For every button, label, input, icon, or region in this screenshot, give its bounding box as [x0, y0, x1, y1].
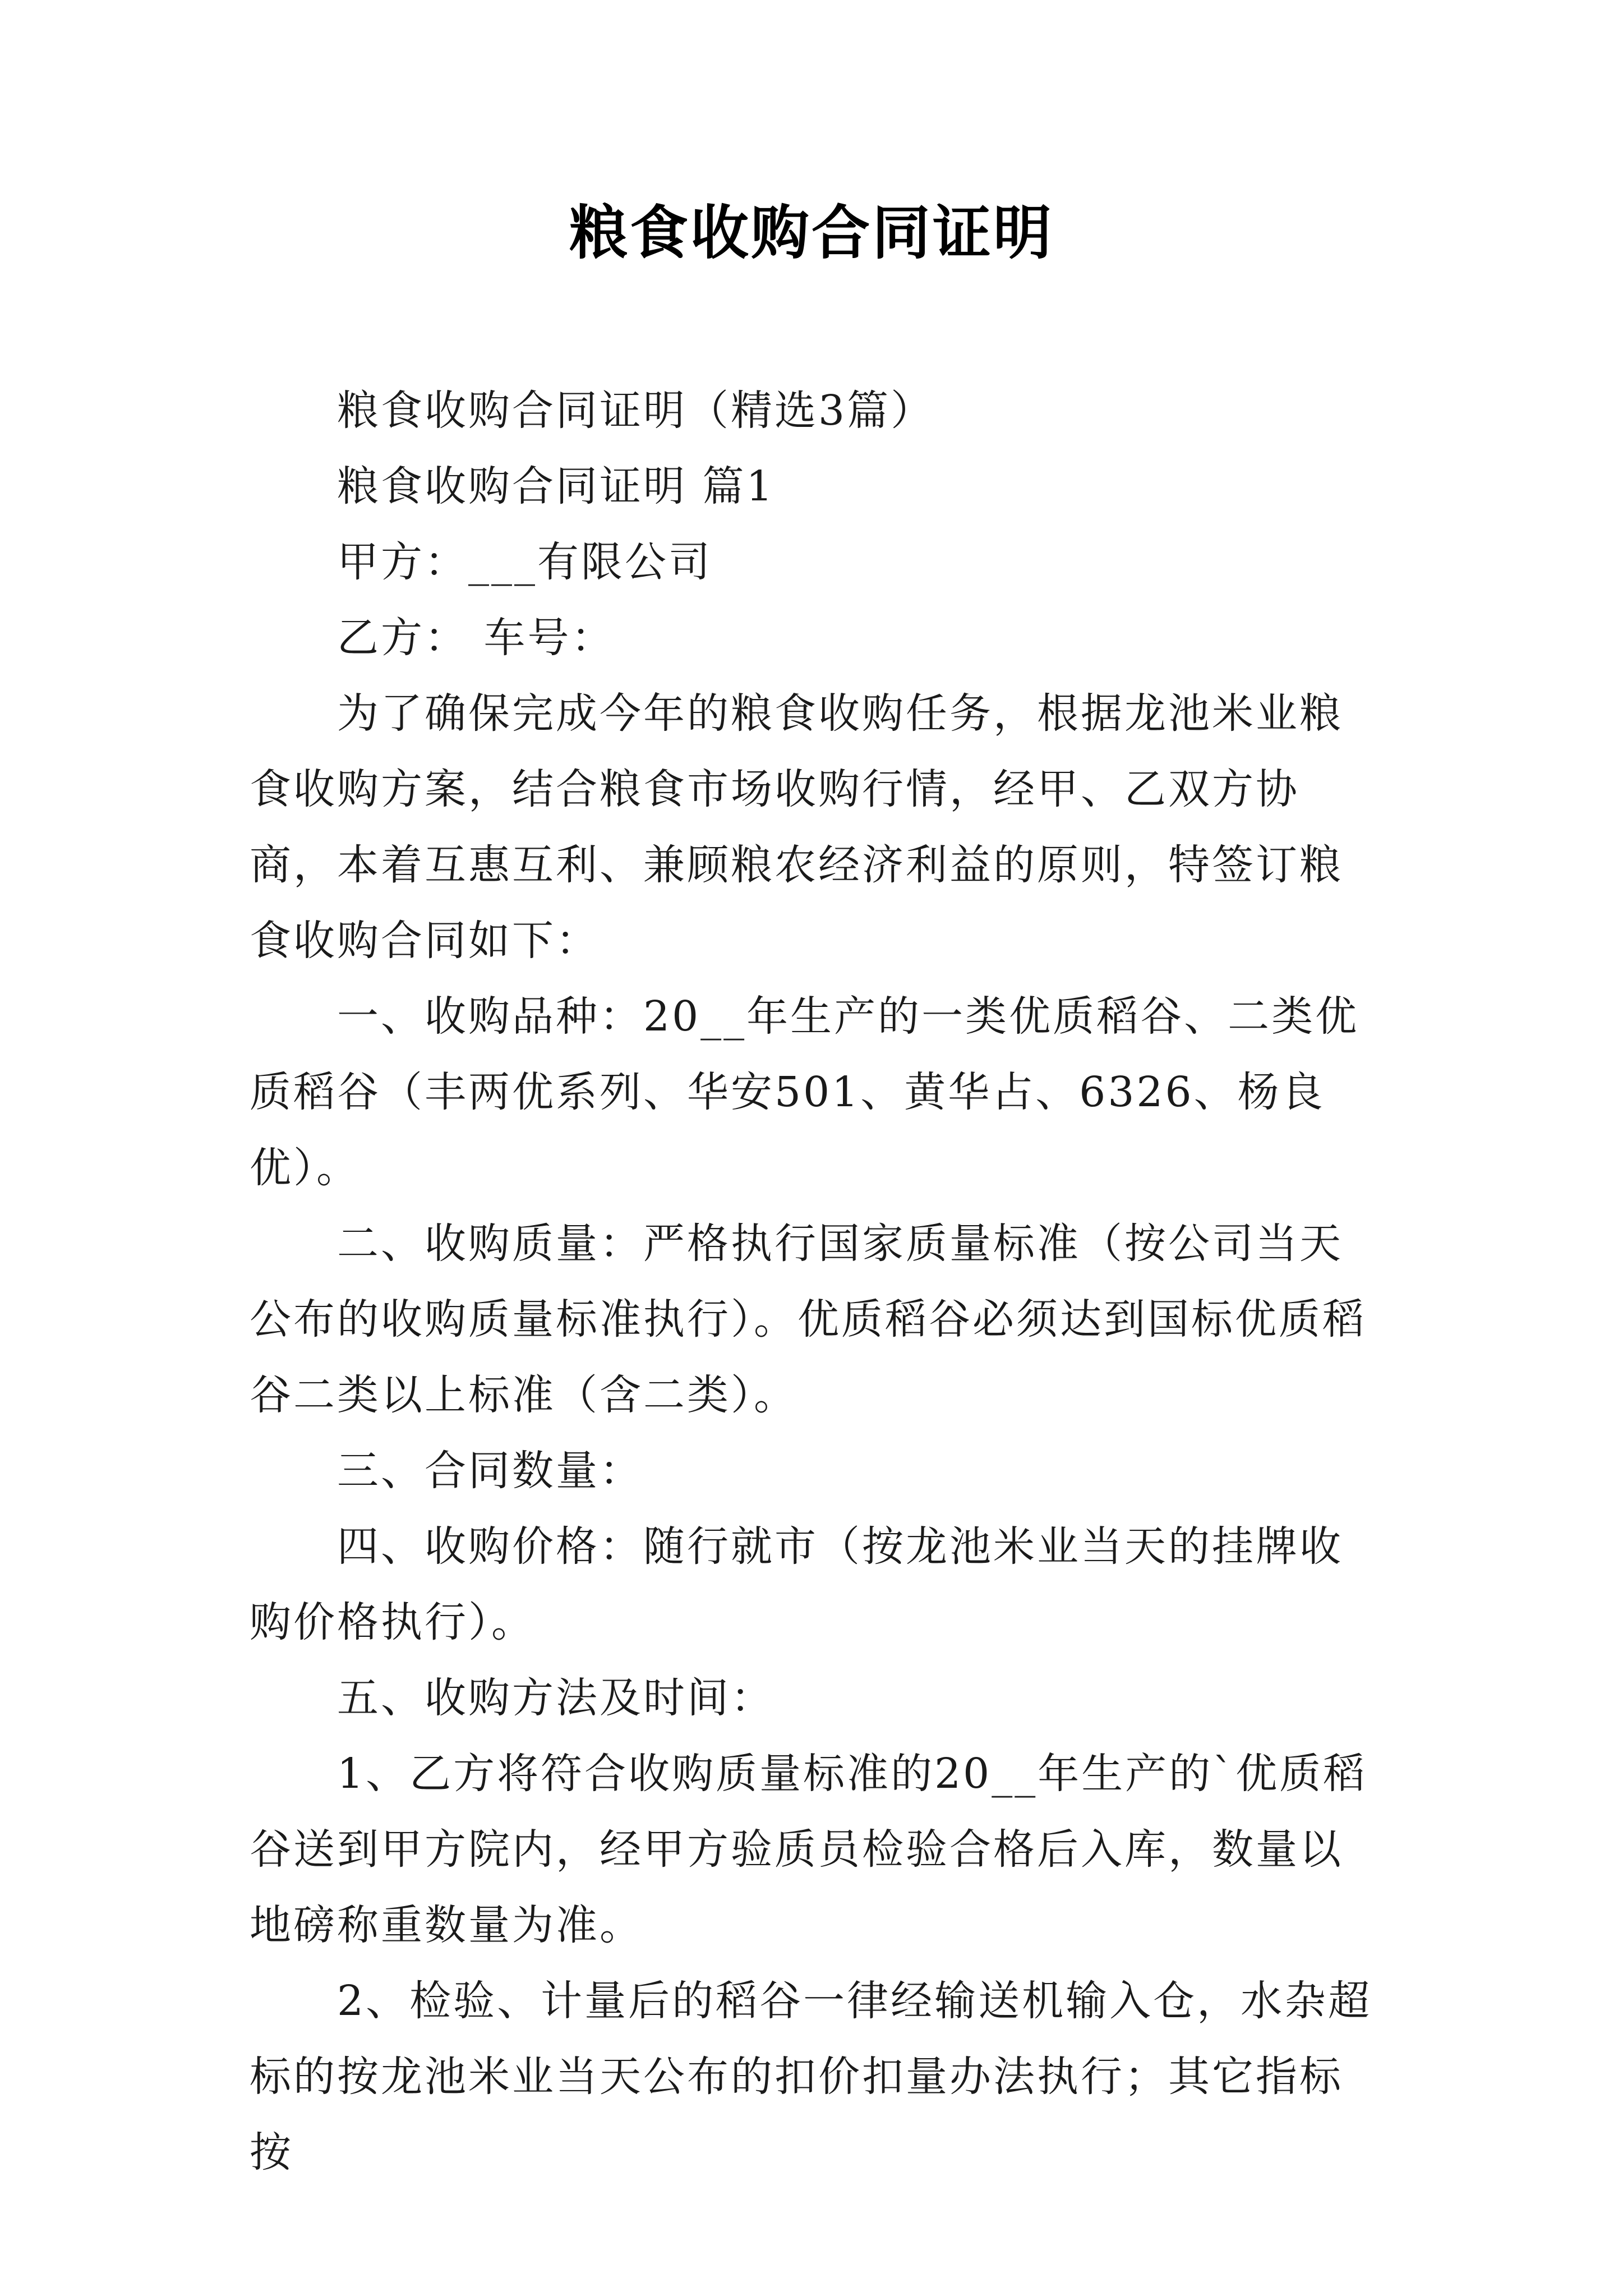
- paragraph-clause-1: 一、收购品种：20__年生产的一类优质稻谷、二类优质稻谷（丰两优系列、华安501、黄华占、6326、杨良优）。: [250, 992, 1359, 1192]
- document-title: 粮食收购合同证明: [569, 198, 1054, 267]
- paragraph-clause-4: 四、收购价格：随行就市（按龙池米业当天的挂牌收购价格执行）。: [250, 1522, 1343, 1646]
- paragraph-clause-3: 三、合同数量：: [337, 1447, 643, 1495]
- paragraph-party-b: 乙方： 车号：: [337, 614, 615, 662]
- paragraph-subtitle: 粮食收购合同证明（精选3篇）: [337, 386, 935, 435]
- document-body: [250, 373, 1385, 2191]
- paragraph-clause-2: 二、收购质量：严格执行国家质量标准（按公司当天公布的收购质量标准执行）。优质稻谷必须达到国标优质稻谷二类以上标准（含二类）。: [250, 1220, 1366, 1419]
- paragraph-clause-5-2: 2、检验、计量后的稻谷一律经输送机输入仓，水杂超标的按龙池米业当天公布的扣价扣量办法执行；其它指标按: [250, 1977, 1372, 2177]
- paragraph-section-heading: 粮食收购合同证明 篇1: [337, 462, 775, 510]
- paragraph-party-a: 甲方：___有限公司: [337, 538, 712, 586]
- paragraph-preamble: 为了确保完成今年的粮食收购任务，根据龙池米业粮食收购方案，结合粮食市场收购行情，经甲、乙双方协商，本着互惠互利、兼顾粮农经济利益的原则，特签订粮食收购合同如下：: [250, 689, 1343, 965]
- paragraph-clause-5-1: 1、乙方将符合收购质量标准的20__年生产的`优质稻谷送到甲方院内，经甲方验质员检验合格后入库，数量以地磅称重数量为准。: [250, 1750, 1367, 1949]
- paragraph-clause-5: 五、收购方法及时间：: [337, 1674, 774, 1722]
